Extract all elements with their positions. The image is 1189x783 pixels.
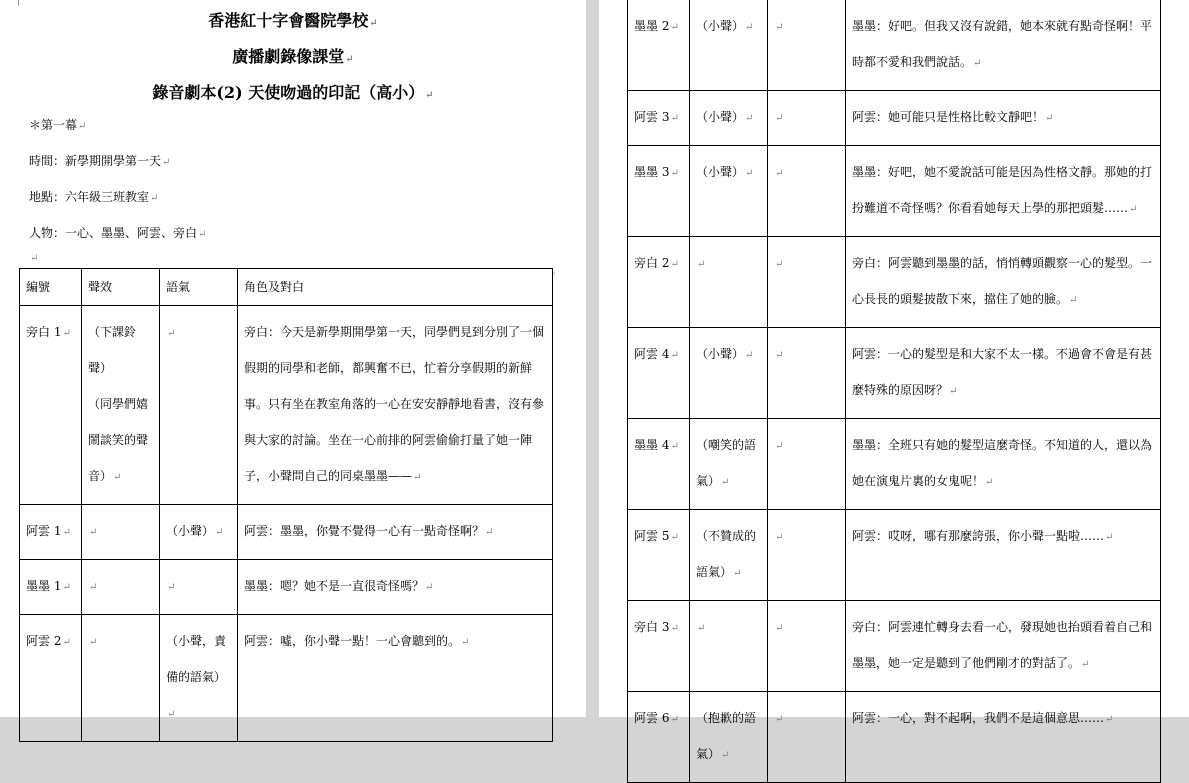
cell-sound-effect: ↵ (690, 237, 768, 328)
cell-dialogue: 阿雲：一心，對不起啊，我們不是這個意思……↵ (846, 692, 1161, 783)
table-row (628, 91, 1161, 146)
cell-sound-effect: （小聲）↵ (690, 328, 768, 419)
cell-dialogue: 墨墨：全班只有她的髮型這麼奇怪。不知道的人，還以為她在演鬼片裏的女鬼呢！↵ (846, 419, 1161, 510)
place-line: 地點：六年級三班教室↵ (29, 190, 159, 204)
header-sound-effect: 聲效 (82, 269, 160, 306)
page-gutter (586, 0, 599, 717)
cell-number: 阿雲 5↵ (628, 510, 690, 601)
table-row (628, 692, 1161, 783)
table-row (628, 237, 1161, 328)
cell-tone: ↵ (768, 0, 846, 91)
header-number: 編號 (20, 269, 82, 306)
cell-dialogue: 阿雲：哎呀，哪有那麼誇張，你小聲一點啦……↵ (846, 510, 1161, 601)
cell-number: 阿雲 3↵ (628, 91, 690, 146)
cell-dialogue: 阿雲：一心的髮型是和大家不太一樣。不過會不會是有甚麼特殊的原因呀？↵ (846, 328, 1161, 419)
table-row (20, 505, 553, 560)
people-line: 人物：一心、墨墨、阿雲、旁白↵ (29, 226, 207, 240)
scene-label: ＊第一幕↵ (29, 118, 87, 132)
cell-number: 旁白 3↵ (628, 601, 690, 692)
cell-dialogue: 阿雲：她可能只是性格比較文靜吧！↵ (846, 91, 1161, 146)
cell-number: 旁白 2↵ (628, 237, 690, 328)
cell-sound-effect: （小聲）↵ (690, 0, 768, 91)
cell-sound-effect: （不贊成的語氣）↵ (690, 510, 768, 601)
script-table-page-2 (627, 0, 1161, 783)
cell-sound-effect: ↵ (82, 560, 160, 615)
cell-number: 阿雲 4↵ (628, 328, 690, 419)
cell-number: 旁白 1↵ (20, 306, 82, 505)
cell-number: 阿雲 1↵ (20, 505, 82, 560)
blank-paragraph: ↵ (30, 253, 39, 264)
page-corner-mark (18, 0, 25, 6)
header-tone: 語氣 (160, 269, 238, 306)
cell-sound-effect: （下課鈴聲） （同學們嬉鬧談笑的聲音）↵ (82, 306, 160, 505)
table-row (20, 615, 553, 742)
cell-tone: ↵ (768, 419, 846, 510)
cell-tone: ↵ (768, 91, 846, 146)
cell-tone: （小聲，責備的語氣）↵ (160, 615, 238, 742)
cell-number: 墨墨 2↵ (628, 0, 690, 91)
cell-dialogue: 旁白：阿雲連忙轉身去看一心，發現她也抬頭看着自己和墨墨，她一定是聽到了他們剛才的對話了。↵ (846, 601, 1161, 692)
cell-tone: ↵ (160, 306, 238, 505)
cell-dialogue: 旁白：阿雲聽到墨墨的話，悄悄轉頭觀察一心的髮型。一心長長的頭髮披散下來，擋住了她的臉。↵ (846, 237, 1161, 328)
table-row (20, 560, 553, 615)
cell-tone: ↵ (768, 510, 846, 601)
header-role-dialogue: 角色及對白 (238, 269, 553, 306)
table-row (628, 146, 1161, 237)
document-page-2 (599, 0, 1189, 761)
school-name: 香港紅十字會醫院學校↵ (208, 11, 378, 30)
cell-number: 墨墨 4↵ (628, 419, 690, 510)
cell-number: 墨墨 3↵ (628, 146, 690, 237)
table-row (628, 328, 1161, 419)
script-title: 錄音劇本(2) 天使吻過的印記（高小）↵ (152, 83, 434, 102)
cell-dialogue: 阿雲：墨墨，你覺不覺得一心有一點奇怪啊？↵ (238, 505, 553, 560)
cell-tone: ↵ (768, 601, 846, 692)
cell-tone: ↵ (768, 237, 846, 328)
cell-tone: ↵ (768, 146, 846, 237)
cell-sound-effect: ↵ (690, 601, 768, 692)
document-page-1: 香港紅十字會醫院學校↵ 廣播劇錄像課堂↵ 錄音劇本(2) 天使吻過的印記（高小）↵ ＊第一幕↵ 時間：新學期開學第一天↵ 地點：六年級三班教室↵ 人物：一心、墨墨、阿雲、旁白↵ ↵ 編號 聲效 語氣 角色及對白 旁白 1↵ （下課鈴聲） （同學們嬉鬧談笑的聲音）↵ ↵ 旁白：今天是新學期開學第一天，同學們見到分別了一個假期的同學和老師，都興奮不已，忙着分享假期的新鮮事。只有坐在教室角落的一心在安安靜靜地看書，沒有參與大家的討論。坐在一心前排的阿雲偷偷打量了她一陣子，小聲問自己的同桌墨墨——↵ 阿雲 1↵ ↵ （小聲）↵ 阿雲：墨墨，你覺不覺得一心有一點奇怪啊？↵ 墨墨 1↵ ↵ ↵ 墨墨：嗯？她不是一直很奇怪嗎？↵ 阿雲 2↵ ↵ （小聲，責備的語氣）↵ 阿雲：噓，你小聲一點！一心會聽到的。↵ ' (0, 0, 586, 717)
cell-number: 阿雲 2↵ (20, 615, 82, 742)
table-row (628, 0, 1161, 91)
cell-sound-effect: ↵ (82, 505, 160, 560)
cell-number: 阿雲 6↵ (628, 692, 690, 783)
cell-sound-effect: ↵ (82, 615, 160, 742)
cell-sound-effect: （嘲笑的語氣）↵ (690, 419, 768, 510)
table-row (20, 306, 553, 505)
cell-dialogue: 墨墨：好吧。但我又沒有說錯，她本來就有點奇怪啊！平時都不愛和我們說話。↵ (846, 0, 1161, 91)
table-row (628, 510, 1161, 601)
table-row (628, 419, 1161, 510)
table-row (628, 601, 1161, 692)
time-line: 時間：新學期開學第一天↵ (29, 154, 171, 168)
cell-tone: （小聲）↵ (160, 505, 238, 560)
cell-dialogue: 旁白：今天是新學期開學第一天，同學們見到分別了一個假期的同學和老師，都興奮不已，忙着分享假期的新鮮事。只有坐在教室角落的一心在安安靜靜地看書，沒有參與大家的討論。坐在一心前排的阿雲偷偷打量了她一陣子，小聲問自己的同桌墨墨——↵ (238, 306, 553, 505)
cell-dialogue: 阿雲：噓，你小聲一點！一心會聽到的。↵ (238, 615, 553, 742)
cell-sound-effect: （小聲）↵ (690, 91, 768, 146)
subtitle: 廣播劇錄像課堂↵ (232, 47, 354, 66)
script-table-page-1 (19, 268, 553, 742)
cell-number: 墨墨 1↵ (20, 560, 82, 615)
cell-dialogue: 墨墨：嗯？她不是一直很奇怪嗎？↵ (238, 560, 553, 615)
cell-tone: ↵ (768, 692, 846, 783)
cell-sound-effect: （抱歉的語氣）↵ (690, 692, 768, 783)
cell-tone: ↵ (160, 560, 238, 615)
table-header-row (20, 269, 553, 306)
cell-sound-effect: （小聲）↵ (690, 146, 768, 237)
cell-tone: ↵ (768, 328, 846, 419)
cell-dialogue: 墨墨：好吧，她不愛說話可能是因為性格文靜。那她的打扮難道不奇怪嗎？你看看她每天上學的那把頭髮……↵ (846, 146, 1161, 237)
